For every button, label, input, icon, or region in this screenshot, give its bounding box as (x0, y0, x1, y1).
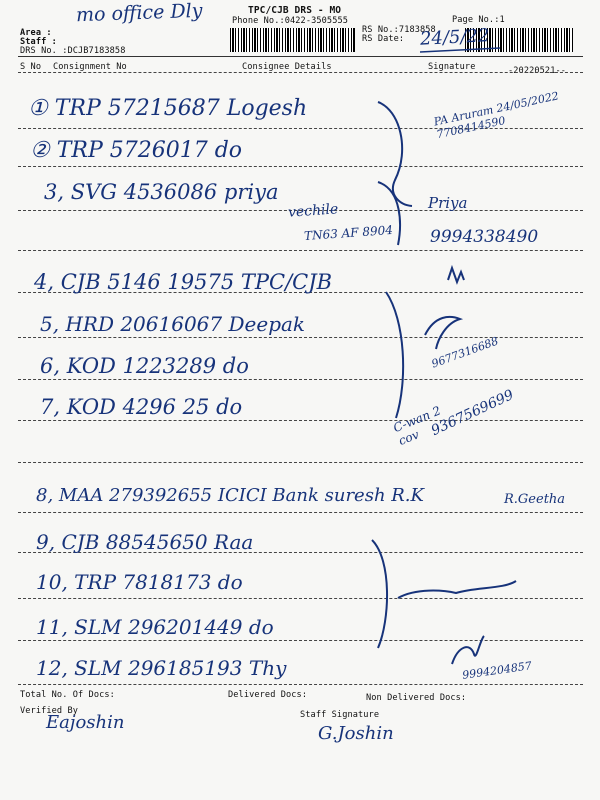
phone-row-7: 9367569699 (428, 386, 517, 440)
signature-row-1: PA Aruram 24/05/2022 7708414590 (432, 89, 560, 142)
verified-signature: Eajoshin (46, 712, 125, 733)
entry-12: 12, SLM 296185193 Thy (36, 656, 287, 680)
signature-priya: Priya (428, 194, 468, 212)
column-signature: Signature (428, 62, 476, 72)
entry-5: 5, HRD 20616067 Deepak (40, 312, 306, 336)
total-docs-label: Total No. Of Docs: (20, 690, 115, 700)
staff-label: Staff : (20, 37, 57, 47)
entry-9: 9, CJB 88545650 Raa (36, 530, 254, 554)
rs-number: RS No.:7183858 (362, 25, 436, 35)
page-number: Page No.:1 (452, 15, 505, 25)
cover-note: C-wan 2 cov (391, 403, 443, 449)
entry-3-plate: TN63 AF 8904 (303, 222, 394, 244)
rs-date-label: RS Date: (362, 34, 405, 44)
phone-number: Phone No.:0422-3505555 (232, 16, 349, 26)
entry-6: 6, KOD 1223289 do (40, 354, 249, 378)
entry-1: ① TRP 57215687 Logesh (28, 96, 308, 121)
entry-8: 8, MAA 279392655 ICICI Bank suresh R.K (36, 485, 424, 506)
column-sno: S No (20, 62, 42, 72)
staff-signature: G.Joshin (318, 723, 394, 744)
entry-2: ② TRP 5726017 do (30, 138, 243, 163)
signature-geetha: R.Geetha (504, 492, 566, 507)
drs-number: DRS No. :DCJB7183858 (20, 46, 126, 56)
entry-3-vehicle: vechile (287, 201, 339, 221)
handwritten-area: mo office Dly (75, 0, 203, 27)
entry-10: 10, TRP 7818173 do (36, 570, 243, 594)
phone-row-6: 9677316688 (429, 334, 501, 371)
document-title: TPC/CJB DRS - MO (248, 5, 342, 16)
non-delivered-docs-label: Non Delivered Docs: (366, 693, 467, 703)
priya-phone: 9994338490 (430, 227, 539, 247)
area-label: Area : (20, 28, 52, 38)
phone-row-12: 9994204857 (461, 659, 533, 682)
entry-4: 4, CJB 5146 19575 TPC/CJB (34, 270, 333, 294)
handwritten-rs-date: 24/5/22 (419, 25, 490, 50)
staff-signature-label: Staff Signature (300, 710, 380, 720)
column-consignment: Consignment No (53, 62, 127, 72)
verified-by-label: Verified By (20, 706, 79, 716)
entry-11: 11, SLM 296201449 do (36, 615, 274, 639)
entry-3: 3, SVG 4536086 priya (44, 180, 279, 204)
entry-7: 7, KOD 4296 25 do (40, 395, 243, 419)
date-code: -20220521-- (508, 66, 567, 76)
delivered-docs-label: Delivered Docs: (228, 690, 308, 700)
column-consignee: Consignee Details (242, 62, 332, 72)
